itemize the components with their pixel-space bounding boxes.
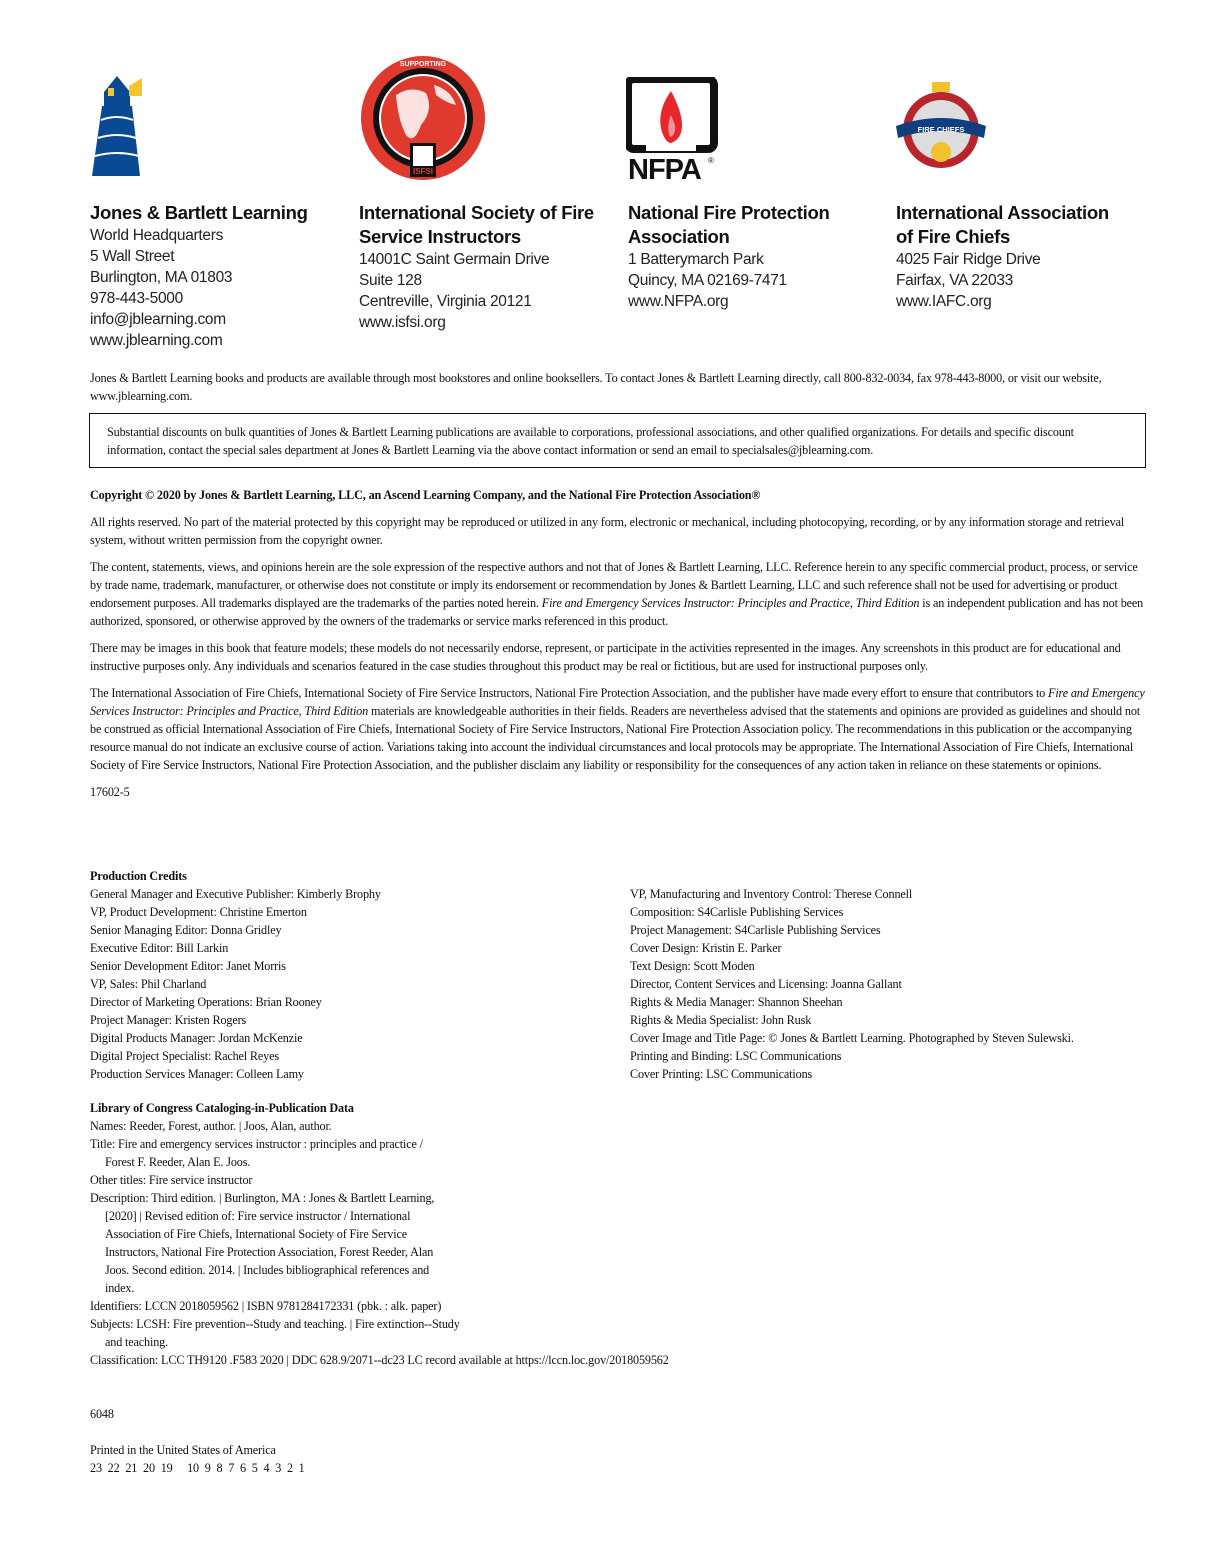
credit-line: Senior Development Editor: Janet Morris: [90, 959, 286, 973]
cip-line: Forest F. Reeder, Alan E. Joos.: [105, 1155, 251, 1169]
cip-data: [90, 1099, 990, 1369]
production-credits-right: [630, 885, 1170, 1083]
discount-box: [89, 413, 1146, 468]
paragraph-text: The International Association of Fire Chiefs, International Society of Fire Service Instructors, National Fire Protection Association, and the publisher have made every effort to ensure that contributors to: [90, 686, 1049, 700]
cip-line: Association of Fire Chiefs, International Society of Fire Service: [105, 1227, 407, 1241]
cip-line: Title: Fire and emergency services instructor : principles and practice /: [90, 1137, 423, 1151]
address-line: Centreville, Virginia 20121: [359, 293, 532, 310]
credit-line: Rights & Media Specialist: John Rusk: [630, 1013, 812, 1027]
address-line: Quincy, MA 02169-7471: [628, 272, 787, 289]
credit-line: VP, Product Development: Christine Emerton: [90, 905, 307, 919]
discount-text: Substantial discounts on bulk quantities of Jones & Bartlett Learning publications are available to corporations, professional associations, and other qualified organizations. For details and specific discount information, contact the special sales department at Jones & Bartlett Learning via the above contact information or send an email to specialsales@jblearning.com.: [107, 425, 1074, 457]
credit-line: Director, Content Services and Licensing: Joanna Gallant: [630, 977, 902, 991]
svg-text:FIRE CHIEFS: FIRE CHIEFS: [917, 125, 965, 134]
printed-in: Printed in the United States of America: [90, 1443, 276, 1457]
legal-section: [90, 486, 1146, 810]
address-line: Fairfax, VA 22033: [896, 272, 1013, 289]
paragraph-text: is an independent publication and has not been authorized, sponsored, or otherwise approved by the owners of the trademarks or service marks referenced in this product.: [90, 596, 1144, 628]
publisher-name: International Society of Fire: [359, 202, 594, 223]
credit-line: Cover Printing: LSC Communications: [630, 1067, 813, 1081]
credit-line: General Manager and Executive Publisher: Kimberly Brophy: [90, 887, 381, 901]
iafc-logo: [894, 80, 990, 182]
credit-line: Executive Editor: Bill Larkin: [90, 941, 229, 955]
publisher-name: International Association: [896, 202, 1109, 223]
cip-line: Description: Third edition. | Burlington, MA : Jones & Bartlett Learning,: [90, 1191, 435, 1205]
publisher-name: National Fire Protection: [628, 202, 830, 223]
credit-line: Director of Marketing Operations: Brian Rooney: [90, 995, 322, 1009]
credit-line: Rights & Media Manager: Shannon Sheehan: [630, 995, 843, 1009]
publisher-isfsi: [359, 201, 594, 333]
website-link[interactable]: www.isfsi.org: [359, 314, 446, 331]
cip-line: Names: Reeder, Forest, author. | Joos, Alan, author.: [90, 1119, 332, 1133]
credit-line: Cover Design: Kristin E. Parker: [630, 941, 782, 955]
website-link[interactable]: www.jblearning.com: [90, 332, 223, 349]
credit-line: Printing and Binding: LSC Communications: [630, 1049, 842, 1063]
production-credits-heading: Production Credits: [90, 869, 187, 883]
isfsi-badge-text: ISFSI: [412, 167, 434, 176]
isfsi-logo: [356, 55, 490, 182]
credit-line: Composition: S4Carlisle Publishing Services: [630, 905, 844, 919]
publisher-name: of Fire Chiefs: [896, 226, 1011, 247]
credit-line: VP, Manufacturing and Inventory Control: Therese Connell: [630, 887, 913, 901]
paragraph-text: The content, statements, views, and opinions herein are the sole expression of the respective authors and not that of Jones & Bartlett Learning, LLC. Reference herein to any specific commercial product, process, or service by trade name, trademark, manufacturer, or otherwise does not constitute or imply its endorsement or recommendation by Jones & Bartlett Learning, LLC and such reference shall not be used for advertising or product endorsement purposes. All trademarks displayed are the trademarks of the parties noted herein.: [90, 560, 1138, 610]
legal-paragraph: [90, 513, 1146, 549]
address-line: Burlington, MA 01803: [90, 269, 233, 286]
address-line: 4025 Fair Ridge Drive: [896, 251, 1041, 268]
jones-bartlett-lighthouse-logo: [90, 76, 145, 178]
code-number: 6048: [90, 1407, 114, 1421]
publisher-name: Service Instructors: [359, 226, 521, 247]
credit-line: Text Design: Scott Moden: [630, 959, 755, 973]
credit-line: VP, Sales: Phil Charland: [90, 977, 207, 991]
nfpa-logo: [626, 77, 718, 181]
address-line: 5 Wall Street: [90, 248, 175, 265]
svg-text:®: ®: [708, 156, 714, 165]
book-title: Fire and Emergency Services Instructor: Principles and Practice, Third Edition: [541, 596, 920, 610]
code-number: 17602-5: [90, 785, 130, 799]
publisher-name: Jones & Bartlett Learning: [90, 202, 308, 223]
cip-heading: Library of Congress Cataloging-in-Publication Data: [90, 1101, 354, 1115]
paragraph-text: materials are knowledgeable authorities in their fields. Readers are nevertheless advised that the statements and opinions are provided as guidelines and should not be construed as official International Association of Fire Chiefs, International Society of Fire Service Instructors, National Fire Protection Association policy. The recommendations in this publication or the accompanying resource manual do not indicate an exclusive course of action. Variations taking into account the individual circumstances and local protocols may be appropriate. The International Association of Fire Chiefs, International Society of Fire Service Instructors, National Fire Protection Association, and the publisher disclaim any liability or responsibility for the consequences of any action taken in reliance on these statements or opinions.: [90, 704, 1141, 772]
publisher-name: Association: [628, 226, 730, 247]
address-line: 1 Batterymarch Park: [628, 251, 764, 268]
paragraph-text: All rights reserved. No part of the material protected by this copyright may be reproduced or utilized in any form, electronic or mechanical, including photocopying, recording, or by any information storage and retrieval system, without written permission from the copyright owner.: [90, 515, 1125, 547]
email-link[interactable]: info@jblearning.com: [90, 311, 226, 328]
cip-line: Joos. Second edition. 2014. | Includes bibliographical references and: [105, 1263, 430, 1277]
website-link[interactable]: www.IAFC.org: [896, 293, 992, 310]
svg-text:NFPA: NFPA: [628, 154, 701, 181]
address-line: World Headquarters: [90, 227, 224, 244]
cip-line: index.: [105, 1281, 135, 1295]
publisher-jones-bartlett: [90, 201, 308, 351]
address-line: Suite 128: [359, 272, 422, 289]
cip-line: and teaching.: [105, 1335, 169, 1349]
legal-paragraph: [90, 558, 1146, 630]
credit-line: Project Manager: Kristen Rogers: [90, 1013, 247, 1027]
cip-line: Other titles: Fire service instructor: [90, 1173, 253, 1187]
credit-line: Digital Products Manager: Jordan McKenzie: [90, 1031, 303, 1045]
book-title: Fire and Emergency Services Instructor: Principles and Practice, Third Edition: [90, 686, 1145, 718]
credit-line: Digital Project Specialist: Rachel Reyes: [90, 1049, 279, 1063]
credit-line: Senior Managing Editor: Donna Gridley: [90, 923, 282, 937]
copyright-line: Copyright © 2020 by Jones & Bartlett Learning, LLC, an Ascend Learning Company, and the National Fire Protection Association®: [90, 488, 761, 502]
production-credits-left: [90, 867, 610, 1083]
publisher-iafc: [896, 201, 1109, 312]
credit-line: Project Management: S4Carlisle Publishing Services: [630, 923, 881, 937]
availability-text: Jones & Bartlett Learning books and products are available through most bookstores and online booksellers. To contact Jones & Bartlett Learning directly, call 800-832-0034, fax 978-443-8000, or visit our website, www.jblearning.com.: [90, 371, 1102, 403]
phone: 978-443-5000: [90, 290, 183, 307]
cip-line: Subjects: LCSH: Fire prevention--Study and teaching. | Fire extinction--Study: [90, 1317, 460, 1331]
legal-paragraph: [90, 639, 1146, 675]
cip-line: Classification: LCC TH9120 .F583 2020 | DDC 628.9/2071--dc23 LC record available at https://lccn.loc.gov/2018059562: [90, 1353, 669, 1367]
svg-text:SUPPORTING: SUPPORTING: [399, 61, 447, 68]
credit-line: Production Services Manager: Colleen Lamy: [90, 1067, 304, 1081]
print-line: 23 22 21 20 19 10 9 8 7 6 5 4 3 2 1: [90, 1461, 305, 1475]
credit-line: Cover Image and Title Page: © Jones & Bartlett Learning. Photographed by Steven Sulewski.: [630, 1031, 1074, 1045]
cip-line: Instructors, National Fire Protection Association, Forest Reeder, Alan: [105, 1245, 434, 1259]
address-line: 14001C Saint Germain Drive: [359, 251, 550, 268]
website-link[interactable]: www.NFPA.org: [628, 293, 729, 310]
legal-paragraph: [90, 684, 1146, 774]
publisher-nfpa: [628, 201, 829, 312]
cip-line: Identifiers: LCCN 2018059562 | ISBN 9781284172331 (pbk. : alk. paper): [90, 1299, 442, 1313]
cip-line: [2020] | Revised edition of: Fire service instructor / International: [105, 1209, 411, 1223]
paragraph-text: There may be images in this book that feature models; these models do not necessarily endorse, represent, or participate in the activities represented in the images. Any screenshots in this product are for educational and instructive purposes only. Any individuals and scenarios featured in the case studies throughout this product may be real or fictitious, but are used for instructional purposes only.: [90, 641, 1121, 673]
